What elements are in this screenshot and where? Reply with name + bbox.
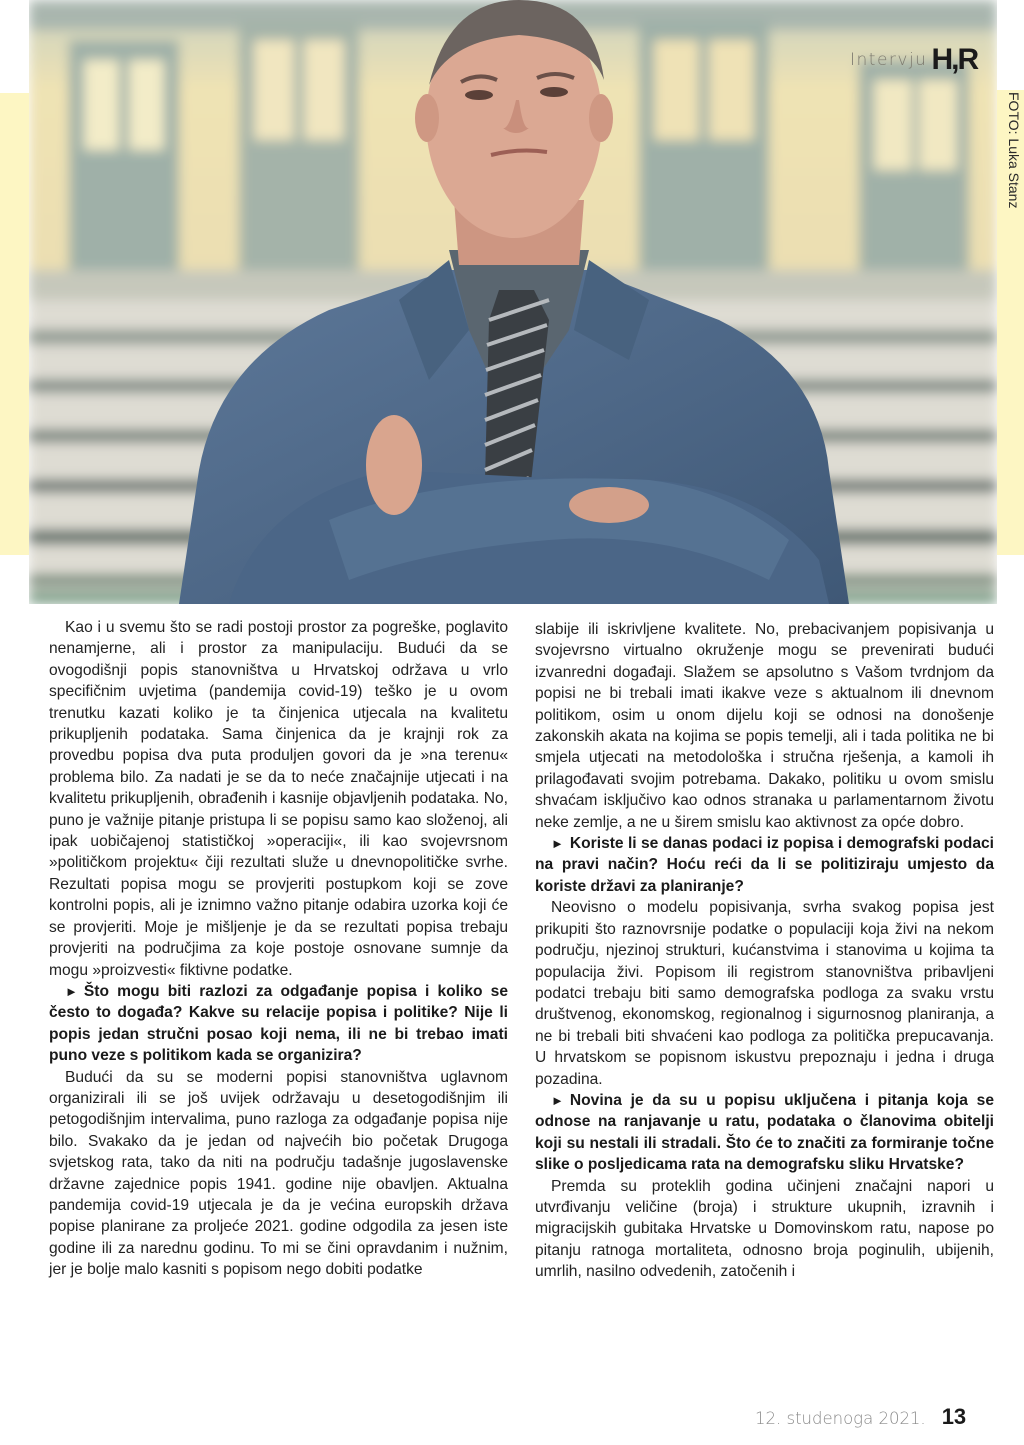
- section-label: Intervju: [850, 50, 928, 70]
- interview-question: [49, 981, 508, 1067]
- portrait-illustration: [29, 0, 997, 604]
- article-column-right: [535, 619, 994, 1283]
- accent-strip-left: [0, 93, 29, 555]
- issue-date: 12. studenoga 2021.: [755, 1409, 926, 1428]
- answer-paragraph: Premda su proteklih godina učinjeni značajni napori u utvrđivanju veličine (broja) i strukture ukupnih, izravnih i migracijskih gubitaka Hrvatske u Domovinskom ratu, napose po pitanju ratnoga mortaliteta, odnosno broja poginulih, ubijenih, umrlih, nasilno odvedenih, zatočenih i: [535, 1177, 994, 1281]
- question-marker-icon: ►: [551, 1092, 564, 1108]
- article-column-left: [49, 617, 508, 1281]
- section-tag: [850, 40, 977, 80]
- question-text: Što mogu biti razlozi za odgađanje popisa i koliko se često to događa? Kakve su relacije popisa i politike? Nije li popis jedan stručni posao koji nema, ili ne bi trebao imati puno veze s politikom kada se organizira?: [49, 982, 508, 1065]
- question-marker-icon: ►: [65, 983, 78, 999]
- answer-paragraph: Neovisno o modelu popisivanja, svrha svakog popisa jest prikupiti što raznovrsnije podatke o populaciji koja živi na nekom području, njezinoj strukturi, kućanstvima i stanovima u kojima ta populacija živi. Popisom ili registrom stanovništva pribavljeni podatci trebaju biti samo demografska podloga za svaku vrstu društvenog, ekonomskog, regionalnog i sigurnosnog planiranja, a ne bi trebali biti shvaćeni kao podloga za politička prepucavanja. U hrvatskom se popisnom iskustvu prepoznaju i jedna i druga pozadina.: [535, 899, 994, 1088]
- interview-question: [535, 1090, 994, 1176]
- page-footer: [755, 1404, 966, 1430]
- magazine-logo: H,R: [931, 43, 978, 76]
- question-marker-icon: ►: [551, 836, 564, 852]
- page-number: 13: [941, 1404, 967, 1429]
- interview-question: [535, 833, 994, 897]
- answer-continuation: slabije ili iskrivljene kvalitete. No, prebacivanjem popisivanja u svojevrsno virtualno okruženje mogu se prevenirati budući izvanredni događaji. Slažem se apsolutno s Vašom tvrdnjom da popisi ne bi trebali imati ikakve veze s aktualnom ili dnevnom politikom, osim u onom dijelu koji se odnosi na donošenje zakonskih akata na kojima se popis temelji, ali i tada politika ne bi smjela utjecati na metodološka i stručna rješenja, a kamoli ih prilagođavati svojim potrebama. Dakako, politiku u ovom smislu shvaćam isključivo kao odnos stranaka u parlamentarnom životu neke zemlje, a ne u širem smislu kao aktivnost za opće dobro.: [535, 621, 994, 831]
- question-text: Koriste li se danas podaci iz popisa i demografski podaci na pravi način? Hoću reći da li se politiziraju umjesto da koriste državi za planiranje?: [535, 835, 994, 895]
- answer-paragraph: Budući da su se moderni popisi stanovništva uglavnom organizirali ili se još uvijek održavaju u desetogodišnjim ili petogodišnjim intervalima, puno razloga za odgađanje popisa nije bilo. Svakako da je jedan od najvećih bio početak Drugoga svjetskog rata, tako da niti na području tadašnje jugoslavenske državne zajednice popis 1941. godine nije obavljen. Aktualna pandemija covid-19 utjecala je da je većina europskih država popise planirane za proljeće 2021. godine odgodila za jesen iste godine ili za narednu godinu. To mi se čini opravdanim i nužnim, jer je bolje malo kasniti s popisom nego dobiti podatke: [49, 1068, 508, 1279]
- answer-paragraph: Kao i u svemu što se radi postoji prostor za pogreške, poglavito nenamjerne, ali i prostor za manipulaciju. Budući da se ovogodišnji popis stanovništva u Hrvatskoj održava u vrlo specifičnim uvjetima (pandemija covid-19) teško je u ovom trenutku kazati koliko je ta činjenica utjecala na kvalitetu prikupljenih podataka. Sama činjenica da je krajnji rok za provedbu popisa dva puta produljen govori da je »na terenu« problema bilo. Za nadati je se da to neće značajnije utjecati i na kvalitetu prikupljenih, obrađenih i kasnije objavljenih podataka. No, puno je važnije pitanje pristupa li se popisu samo kao složenoj, ali ipak uobičajenoj statističkoj »operaciji«, ili kao svojevrsnom »političkom projektu« čiji rezultati služe u dnevnopolitičke svrhe. Rezultati popisa mogu se provjeriti postupkom koji se zove kontrolni popis, ali je iznimno važno pitanje odabira uzorka koji će se provjeriti. Moje je mišljenje je da se rezultati popisa trebaju provjeriti na područjima za koje postoje osnovane sumnje da mogu »proizvesti« fiktivne podatke.: [49, 619, 508, 979]
- photo-credit: FOTO: Luka Stanz: [1006, 92, 1022, 209]
- portrait-photo: [29, 0, 997, 604]
- question-text: Novina je da su u popisu uključena i pitanja koja se odnose na ranjavanje u ratu, podataka o članovima obitelji koji su nestali ili stradali. Što će to značiti za formiranje točne slike o posljedicama rata na demografsku sliku Hrvatske?: [535, 1091, 994, 1174]
